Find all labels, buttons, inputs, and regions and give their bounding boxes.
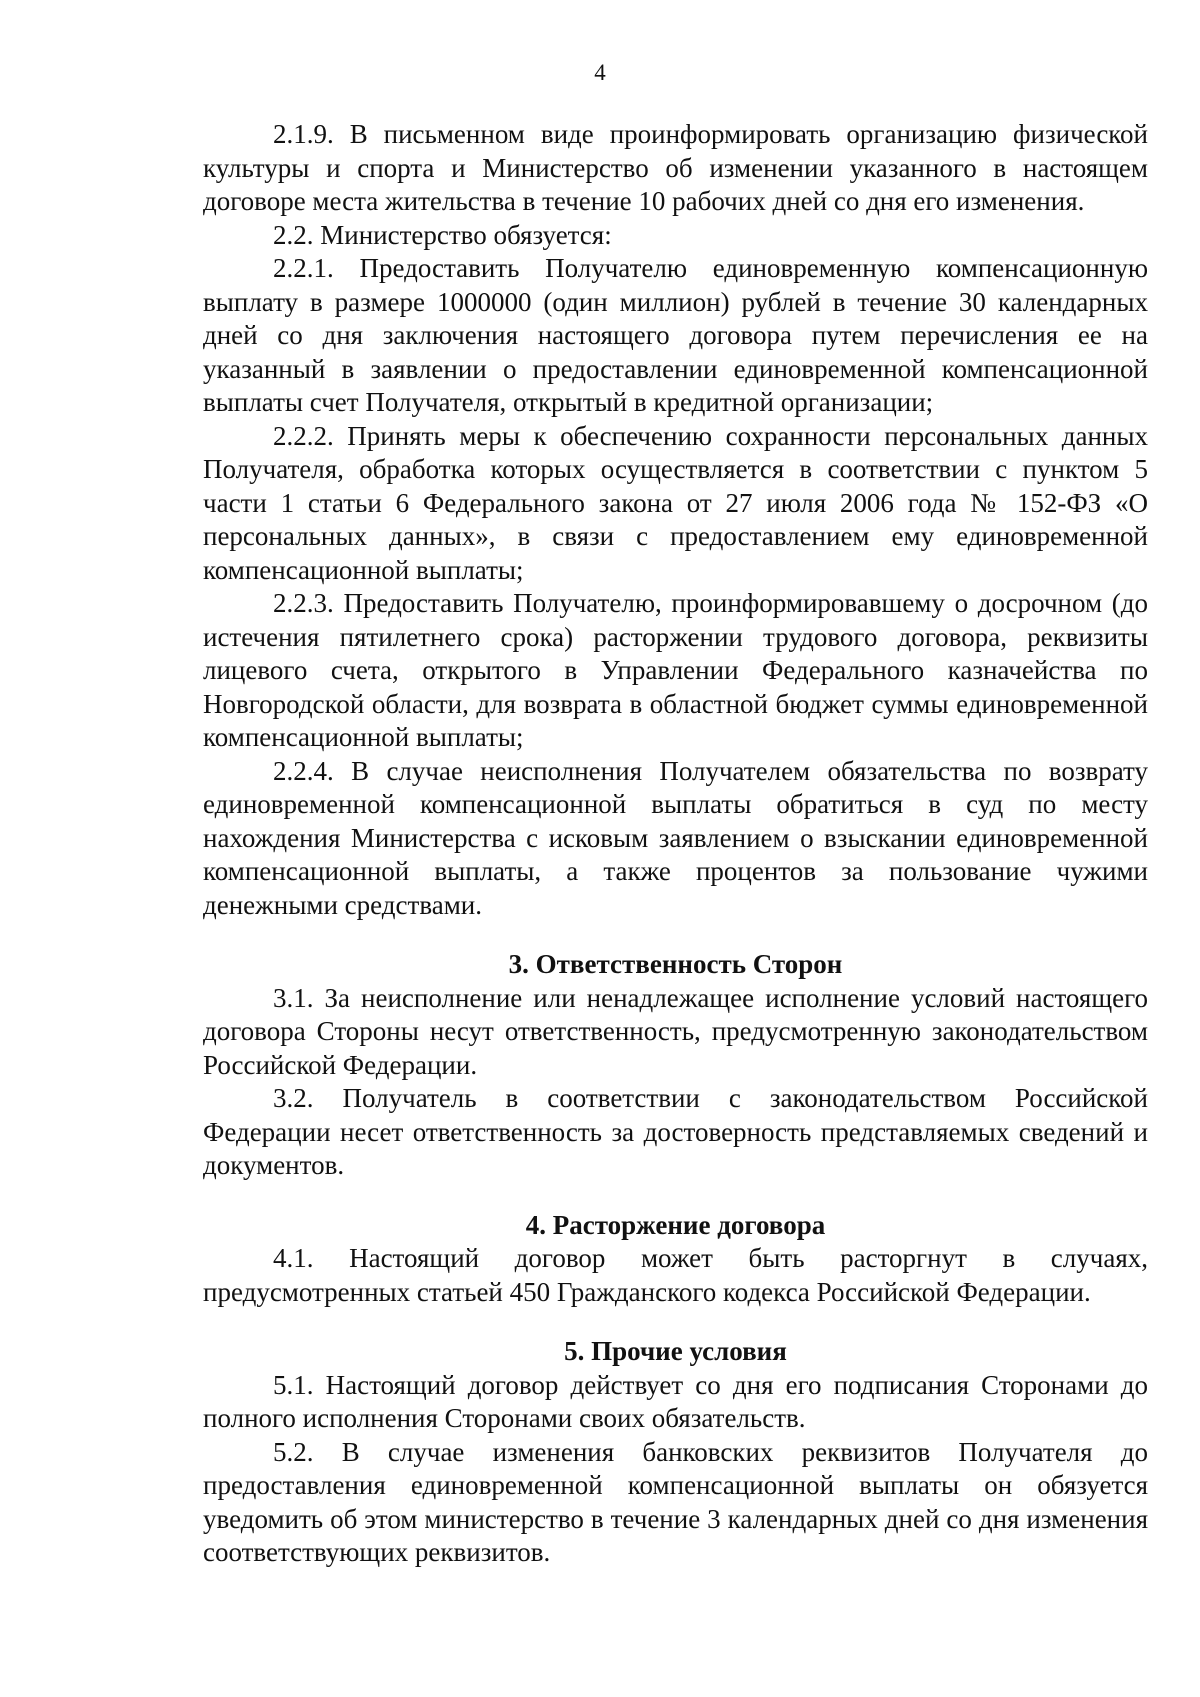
clause-3-1: 3.1. За неисполнение или ненадлежащее исполнение условий настоящего договора Стороны несут ответственность, предусмотренную законодательством Российской Федерации. (203, 982, 1148, 1080)
clause-2-2-1: 2.2.1. Предоставить Получателю единовременную компенсационную выплату в размере 1000000 (один миллион) рублей в течение 30 календарных дней со дня заключения настоящего договора путем перечисления ее на указанный в заявлении о предоставлении единовременной компенсационной выплаты счет Получателя, открытый в кредитной организации; (203, 253, 1148, 417)
section-spacer (203, 1183, 1148, 1209)
clause-2-2-4: 2.2.4. В случае неисполнения Получателем обязательства по возврату единовременной компенсационной выплаты обратиться в суд по месту нахождения Министерства с исковым заявлением о взыскании единовременной компенсационной выплаты, а также процентов за пользование чужими денежными средствами. (203, 755, 1148, 920)
document-body (203, 118, 1148, 1570)
clause-4-1: 4.1. Настоящий договор может быть расторгнут в случаях, предусмотренных статьей 450 Гражданского кодекса Российской Федерации. (203, 1243, 1148, 1307)
clause-2-2-3: 2.2.3. Предоставить Получателю, проинформировавшему о досрочном (до истечения пятилетнего срока) расторжении трудового договора, реквизиты лицевого счета, открытого в Управлении Федерального казначейства по Новгородской области, для возврата в областной бюджет суммы единовременной компенсационной выплаты; (203, 588, 1148, 752)
section-4-title: 4. Расторжение договора (525, 1209, 826, 1240)
clause-2-2: 2.2. Министерство обязуется: (273, 219, 612, 250)
clause-5-1: 5.1. Настоящий договор действует со дня его подписания Сторонами до полного исполнения Сторонами своих обязательств. (203, 1369, 1148, 1433)
section-spacer (203, 1309, 1148, 1335)
clause-5-2: 5.2. В случае изменения банковских реквизитов Получателя до предоставления единовременной компенсационной выплаты он обязуется уведомить об этом министерство в течение 3 календарных дней со дня изменения соответствующих реквизитов. (203, 1436, 1148, 1567)
section-spacer (203, 922, 1148, 948)
section-3-title: 3. Ответственность Сторон (508, 949, 843, 979)
clause-2-1-9: 2.1.9. В письменном виде проинформировать организацию физической культуры и спорта и Министерство об изменении указанного в настоящем договоре места жительства в течение 10 рабочих дней со дня его изменения. (203, 119, 1148, 216)
section-5-title: 5. Прочие условия (564, 1336, 787, 1366)
clause-2-2-2: 2.2.2. Принять меры к обеспечению сохранности персональных данных Получателя, обработка которых осуществляется в соответствии с пунктом 5 части 1 статьи 6 Федерального закона от 27 июля 2006 года № 152-ФЗ «О персональных данных», в связи с предоставлением ему единовременной компенсационной выплаты; (203, 420, 1148, 585)
clause-3-2: 3.2. Получатель в соответствии с законодательством Российской Федерации несет ответственность за достоверность представляемых сведений и документов. (203, 1083, 1148, 1180)
page-number: 4 (594, 60, 606, 85)
